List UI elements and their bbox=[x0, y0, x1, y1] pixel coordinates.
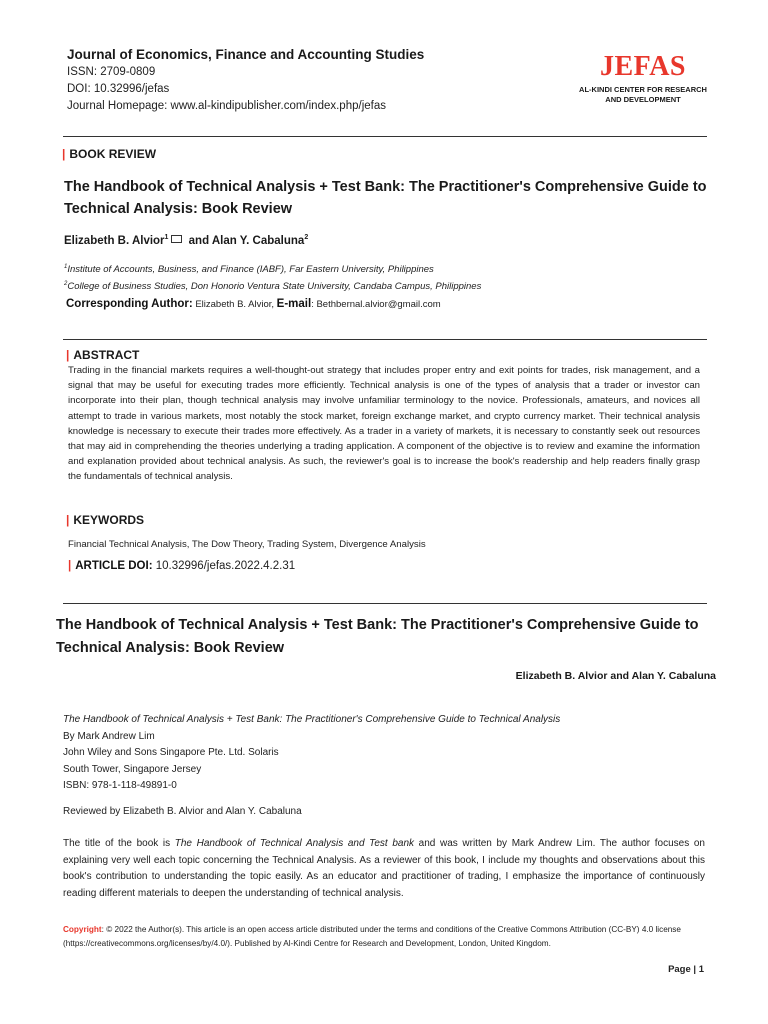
corresponding-email[interactable]: : Bethbernal.alvior@gmail.com bbox=[311, 299, 441, 310]
book-details bbox=[63, 712, 560, 795]
corresponding-author bbox=[66, 298, 441, 310]
section-marker: | bbox=[62, 147, 66, 161]
journal-doi: DOI: 10.32996/jefas bbox=[67, 83, 170, 95]
book-title: The Handbook of Technical Analysis + Test Bank: The Practitioner's Comprehensive Guide to Technical Analysis bbox=[63, 714, 561, 725]
section-marker: | bbox=[66, 348, 70, 362]
journal-homepage[interactable]: Journal Homepage: www.al-kindipublisher.com/index.php/jefas bbox=[67, 100, 386, 112]
book-publisher: John Wiley and Sons Singapore Pte. Ltd. Solaris bbox=[63, 747, 279, 759]
article-doi-value[interactable]: 10.32996/jefas.2022.4.2.31 bbox=[152, 560, 296, 572]
logo-subtitle-2: AND DEVELOPMENT bbox=[605, 95, 681, 104]
article-doi bbox=[68, 560, 295, 572]
abstract-heading bbox=[66, 348, 139, 362]
article-type bbox=[62, 147, 156, 161]
header-divider bbox=[63, 136, 707, 137]
article-type-label: BOOK REVIEW bbox=[69, 147, 157, 161]
copyright-label: Copyright bbox=[63, 925, 102, 934]
affiliation-2 bbox=[64, 281, 481, 292]
body-divider bbox=[63, 603, 707, 604]
paragraph-start: The title of the book is bbox=[63, 838, 175, 849]
copyright-notice bbox=[63, 923, 703, 950]
author-line bbox=[64, 234, 308, 247]
abstract-label: ABSTRACT bbox=[73, 348, 140, 362]
affiliation-1-mark: 1 bbox=[64, 264, 68, 270]
body-paragraph bbox=[63, 836, 705, 902]
keywords-label: KEYWORDS bbox=[73, 513, 145, 527]
body-authors: Elizabeth B. Alvior and Alan Y. Cabaluna bbox=[515, 670, 716, 682]
jefas-logo bbox=[560, 52, 726, 105]
paragraph-book-title: The Handbook of Technical Analysis and Test bank bbox=[174, 838, 415, 849]
body-title: The Handbook of Technical Analysis + Test Bank: The Practitioner's Comprehensive Guide to Technical Analysis: Book Review bbox=[56, 617, 699, 656]
author-2-affiliation-mark: 2 bbox=[304, 234, 309, 241]
corresponding-author-label: Corresponding Author: bbox=[66, 298, 193, 310]
abstract-text: Trading in the financial markets requires a well-thought-out strategy that includes proper entry and exit points for trades, risk management, and a signal that may be useful for executing trades more efficiently. Technical analysis is one of the types of analysis that a trader or investor can incorporate into their plan, though technical analysis may involve unfamiliar terminology to the novice. Professionals, amateurs, and novices all attempt to trade in various markets, most notably the stock market, foreign exchange market, and crypto currency market. Their technical analysis knowledge is necessary to execute their trades more effectively. As a trader in a variety of markets, it is necessary to constantly seek out resources that may aid in comprehending the theories underlying a trading application. A component of the objective is to review and examine the information and explanation provided about technical analysis. As such, the reviewer's goal is to increase the book's readership and help readers finally grasp the fundamentals of technical analysis. bbox=[68, 365, 700, 483]
abstract-top-divider bbox=[63, 339, 707, 340]
section-marker: | bbox=[68, 560, 72, 572]
corresponding-author-name: Elizabeth B. Alvior, bbox=[192, 299, 277, 310]
keywords-text: Financial Technical Analysis, The Dow Theory, Trading System, Divergence Analysis bbox=[68, 539, 426, 550]
keywords-heading bbox=[66, 513, 144, 527]
book-isbn: ISBN: 978-1-118-49891-0 bbox=[63, 780, 177, 792]
affiliation-2-text: College of Business Studies, Don Honorio Ventura State University, Candaba Campus, Philippines bbox=[67, 281, 482, 293]
affiliation-2-mark: 2 bbox=[64, 281, 68, 287]
logo-name: JEFAS bbox=[600, 51, 686, 82]
email-label: E-mail bbox=[276, 298, 312, 310]
paper-title: The Handbook of Technical Analysis + Test Bank: The Practitioner's Comprehensive Guide to Technical Analysis: Book Review bbox=[64, 179, 707, 217]
paragraph-rest: and was written by Mark Andrew Lim. The author focuses on explaining very well each topic concerning the Technical Analysis. As a reviewer of this book, I include my thoughts and observations about this book's contribution to understanding the topic easily. As an educator and practitioner of trading, I emphasize the importance of continuously reading different materials to deepen the understanding of technical analysis. bbox=[63, 838, 705, 899]
section-marker: | bbox=[66, 513, 70, 527]
affiliation-1-text: Institute of Accounts, Business, and Finance (IABF), Far Eastern University, Philippines bbox=[67, 264, 434, 276]
affiliation-1 bbox=[64, 264, 434, 275]
reviewed-by: Reviewed by Elizabeth B. Alvior and Alan Y. Cabaluna bbox=[63, 806, 302, 817]
journal-title: Journal of Economics, Finance and Accounting Studies bbox=[67, 47, 425, 62]
page-number: Page | 1 bbox=[668, 964, 704, 975]
author-1: Elizabeth B. Alvior bbox=[64, 234, 165, 247]
book-address: South Tower, Singapore Jersey bbox=[63, 763, 202, 775]
mail-icon[interactable] bbox=[171, 235, 182, 243]
author-2: and Alan Y. Cabaluna bbox=[185, 234, 305, 247]
book-author: By Mark Andrew Lim bbox=[63, 730, 155, 742]
journal-issn: ISSN: 2709-0809 bbox=[67, 66, 156, 78]
logo-subtitle-1: AL-KINDI CENTER FOR RESEARCH bbox=[579, 85, 707, 94]
author-1-affiliation-mark: 1 bbox=[164, 234, 169, 241]
article-doi-label: ARTICLE DOI: bbox=[75, 560, 153, 572]
copyright-text: : © 2022 the Author(s). This article is an open access article distributed under the terms and conditions of the Creative Commons Attribution (CC-BY) 4.0 license (https://creativecommons.org/licenses/by/4.0/). Published by Al-Kindi Centre for Research and Development, London, United Kingdom. bbox=[63, 925, 681, 948]
